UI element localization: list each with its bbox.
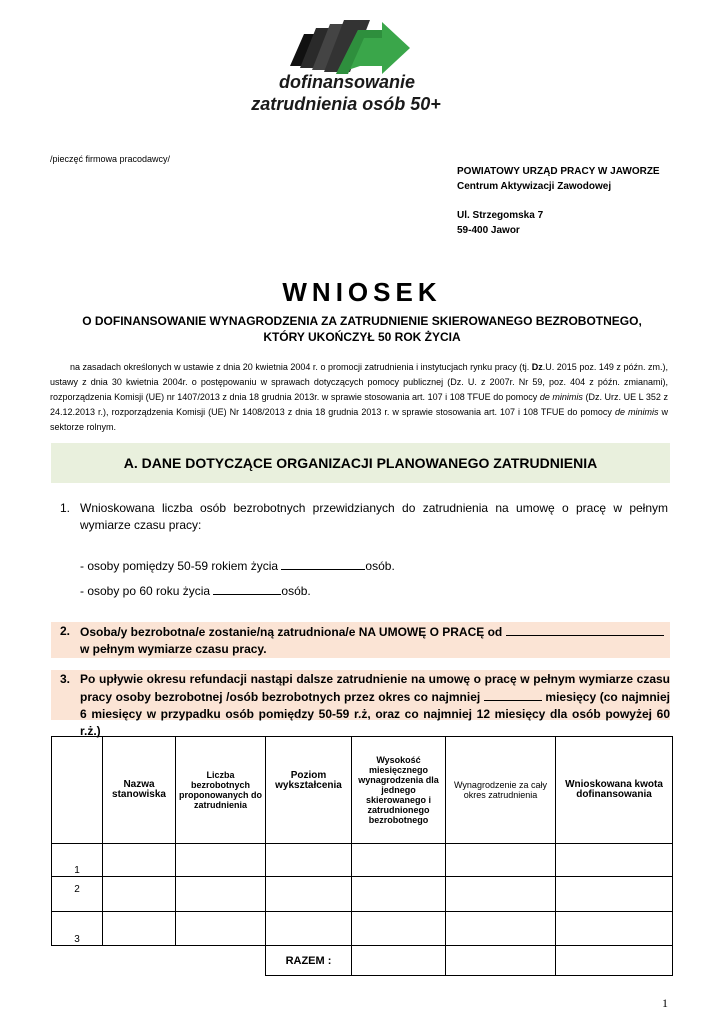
table-row [52, 877, 673, 912]
table-cell[interactable] [556, 912, 673, 946]
recipient-line2: Centrum Aktywizacji Zawodowej [457, 181, 612, 192]
legal-text-1: na zasadach określonych w ustawie z dnia 20 kwietnia 2004 r. o promocji zatrudnienia i instytucjach rynku pracy (tj. [70, 362, 532, 372]
row-number: 1 [52, 844, 103, 877]
option-50-59-label: - osoby pomiędzy 50-59 rokiem życia [80, 559, 282, 573]
table-cell[interactable] [446, 877, 556, 912]
question-1-number: 1. [60, 501, 71, 515]
question-1-text: Wnioskowana liczba osób bezrobotnych przewidzianych do zatrudnienia na umowę o pracę w pełnym wymiarze czasu pracy: [80, 501, 668, 532]
table-cell[interactable] [176, 844, 266, 877]
table-header-row [52, 737, 673, 844]
table-header-cell: Wysokość miesięcznego wynagrodzenia dla jednego skierowanego i zatrudnionego bezrobotnego [352, 737, 446, 844]
table-row [52, 912, 673, 946]
question-3 [51, 670, 670, 738]
recipient-line1: POWIATOWY URZĄD PRACY W JAWORZE [457, 166, 660, 177]
table-cell[interactable] [176, 877, 266, 912]
option-60-plus [80, 582, 311, 598]
legal-basis-paragraph [50, 360, 668, 435]
count-50-59-input[interactable] [281, 557, 365, 570]
table-header-cell: Nazwa stanowiska [103, 737, 176, 844]
table-header-cell: Wynagrodzenie za cały okres zatrudnienia [446, 737, 556, 844]
legal-italic-2: de minimis [614, 407, 659, 417]
recipient-line4: 59-400 Jawor [457, 225, 520, 236]
table-header-cell: Liczba bezrobotnych proponowanych do zatrudnienia [176, 737, 266, 844]
logo-arrow-icon [232, 18, 460, 78]
table-cell[interactable] [176, 912, 266, 946]
table-cell[interactable] [352, 844, 446, 877]
table-cell[interactable] [266, 844, 352, 877]
question-1 [60, 500, 668, 534]
table-cell[interactable] [103, 912, 176, 946]
logo-text-line2: zatrudnienia osób 50+ [251, 94, 441, 114]
row-number: 2 [52, 877, 103, 912]
question-3-number: 3. [60, 672, 71, 686]
question-3-text-b: miesięcy (co najmniej 6 miesięcy w przypadku osób pomiędzy 50-59 r.ż, oraz co najmniej 12 miesięcy dla osób powyżej 60 r.ż.) [80, 690, 670, 738]
option-60-plus-label: - osoby po 60 roku życia [80, 584, 214, 598]
legal-text-2: .U. 2015 poz. 149 z późn. zm.), ustawy z dnia 30 kwietnia 2004r. o postępowaniu w sprawach dotyczących pomocy publicznej (Dz. U. z 2007r. Nr 59, poz. 404 z późn. zmianami), rozporządzenia Komisji (UE) nr 1407/2013 z dnia 18 grudnia 2013r. w sprawie stosowania art. 107 i 108 TFUE do pomocy [50, 362, 668, 402]
table-cell[interactable] [556, 844, 673, 877]
table-cell[interactable] [556, 877, 673, 912]
option-50-59-unit: osób. [365, 559, 395, 573]
logo-text-line1: dofinansowanie [278, 72, 415, 92]
months-input[interactable] [484, 688, 542, 701]
legal-text-3: (Dz. Urz. UE L 352 z 24.12.2013 r.), rozporządzenia Komisji (UE) Nr 1408/2013 z dnia 18 grudnia 2013 r. w sprawie stosowania art. 107 i 108 TFUE do pomocy [50, 392, 668, 417]
section-a-heading: A. DANE DOTYCZĄCE ORGANIZACJI PLANOWANEGO ZATRUDNIENIA [51, 443, 670, 483]
table-cell[interactable] [446, 844, 556, 877]
question-2-text-2: w pełnym wymiarze czasu pracy. [80, 642, 267, 656]
subtitle-line2: KTÓRY UKOŃCZYŁ 50 ROK ŻYCIA [263, 330, 461, 344]
table-cell[interactable] [266, 877, 352, 912]
question-2 [51, 622, 670, 658]
document-title: WNIOSEK [282, 277, 442, 307]
legal-text-4: w sektorze rolnym. [50, 407, 668, 432]
count-60-plus-input[interactable] [213, 582, 281, 595]
total-label: RAZEM : [266, 946, 352, 976]
table-header-cell: Wnioskowana kwota dofinansowania [556, 737, 673, 844]
table-header-cell: Poziom wykształcenia [266, 737, 352, 844]
table-cell[interactable] [352, 912, 446, 946]
question-2-number: 2. [60, 624, 71, 638]
table-cell[interactable] [266, 912, 352, 946]
stamp-label: /pieczęć firmowa pracodawcy/ [50, 154, 171, 164]
table-cell[interactable] [103, 877, 176, 912]
subtitle-line1: O DOFINANSOWANIE WYNAGRODZENIA ZA ZATRUDNIENIE SKIEROWANEGO BEZROBOTNEGO, [82, 314, 642, 328]
row-number: 3 [52, 912, 103, 946]
table-row [52, 844, 673, 877]
option-60-plus-unit: osób. [281, 584, 311, 598]
recipient-line3: Ul. Strzegomska 7 [457, 210, 544, 221]
option-50-59 [80, 557, 395, 573]
total-requested-cell[interactable] [556, 946, 673, 976]
question-3-text-a: Po upływie okresu refundacji nastąpi dalsze zatrudnienie na umowę o pracę w pełnym wymiarze czasu pracy osoby bezrobotnej /osób bezrobotnych przez okres co najmniej [80, 672, 670, 704]
question-2-text-1: Osoba/y bezrobotna/e zostanie/ną zatrudniona/e NA UMOWĘ O PRACĘ od [80, 625, 506, 639]
table-header-cell [52, 737, 103, 844]
table-cell[interactable] [352, 877, 446, 912]
total-salary-cell[interactable] [352, 946, 446, 976]
table-cell[interactable] [446, 912, 556, 946]
employment-start-date-input[interactable] [506, 623, 664, 636]
total-period-cell[interactable] [446, 946, 556, 976]
table-cell[interactable] [103, 844, 176, 877]
legal-text-bold: Dz [531, 362, 543, 372]
recipient-address [457, 164, 660, 238]
document-subtitle [60, 313, 664, 345]
program-logo [232, 18, 460, 118]
table-total-row [52, 946, 673, 976]
legal-italic-1: de minimis [539, 392, 583, 402]
page-number: 1 [662, 996, 668, 1010]
positions-table [51, 736, 673, 976]
